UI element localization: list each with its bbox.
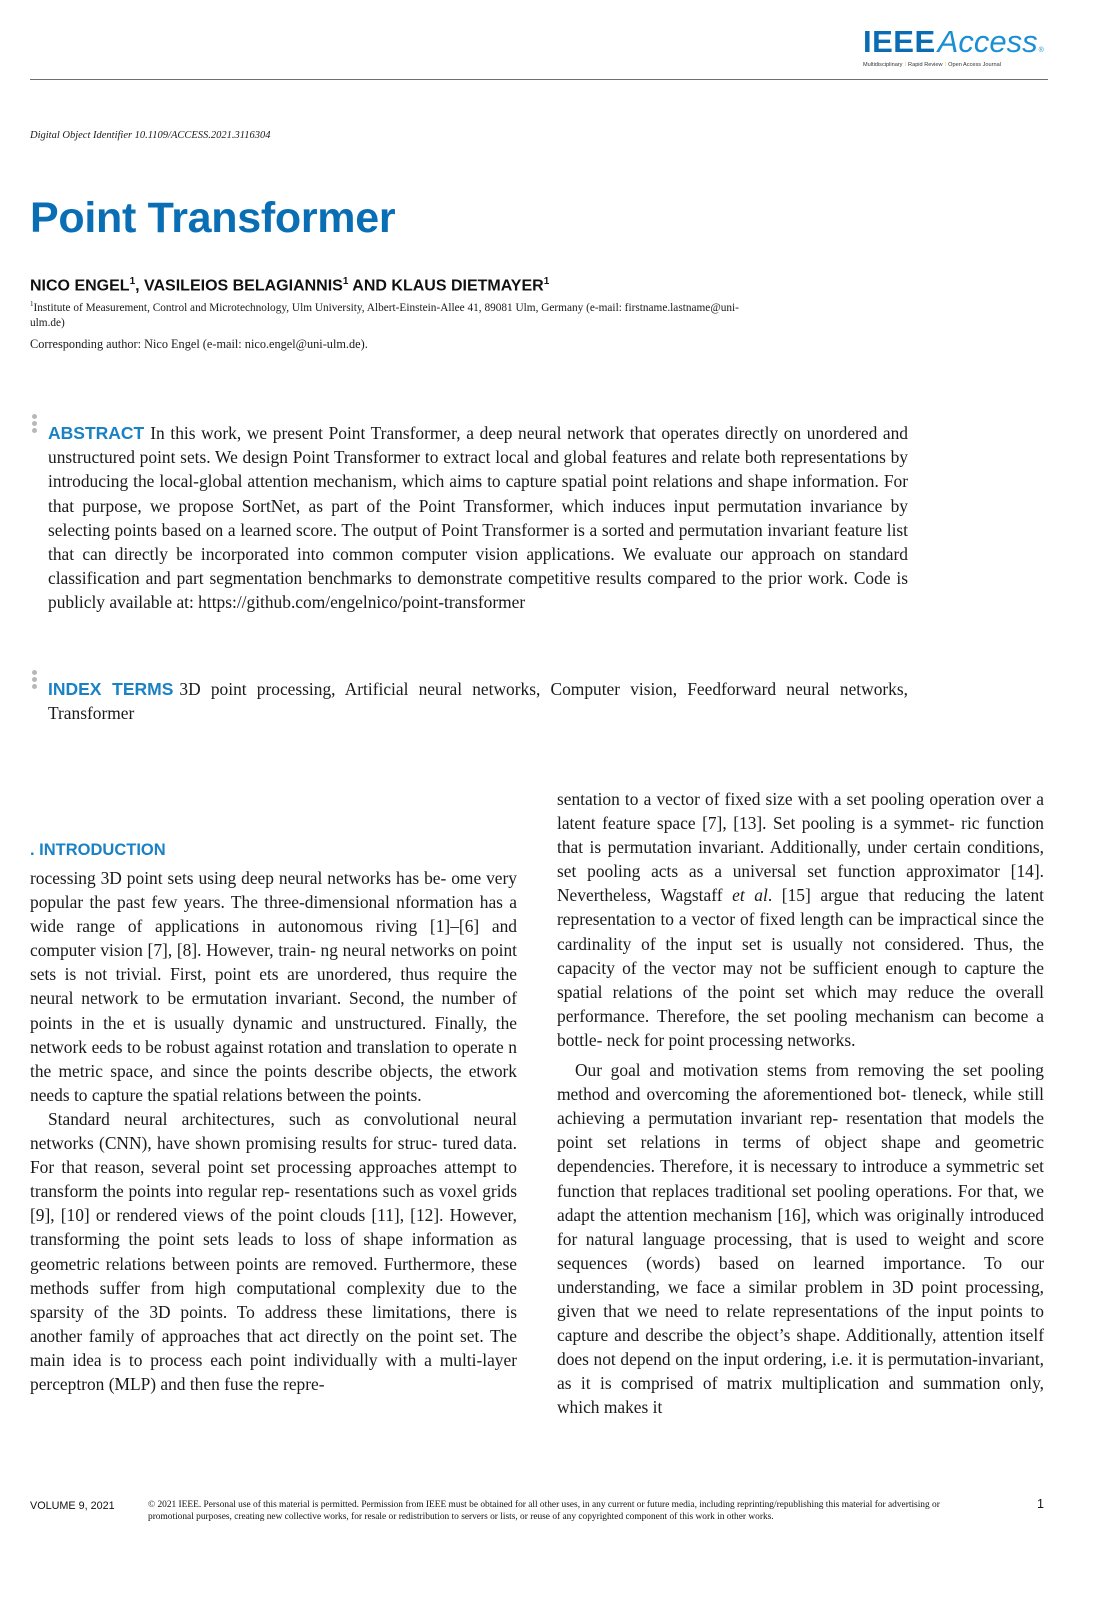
left-column bbox=[30, 866, 517, 1396]
affiliation-marker: 1 bbox=[30, 300, 34, 308]
affiliation-marker: 1 bbox=[342, 276, 349, 287]
paragraph-text: sentation to a vector of fixed size with a set pooling operation over a latent feature space [7], [13]. Set pooling is a symmet- ric function that is permutation invariant. Additionally, under certain conditions, set pooling acts as a universal set function approximator [14]. Nevertheless, Wagstaff bbox=[557, 789, 1044, 906]
paragraph-text: . [15] argue that reducing the latent representation to a vector of fixed length can be impractical since the cardinality of the input set is usually not considered. Thus, the capacity of the vector may not be sufficient enough to capture the spatial relations of the point set which may reduce the overall performance. Therefore, the set pooling mechanism can become a bottle- neck for point processing networks. bbox=[557, 885, 1044, 1050]
logo-ieee-text: IEEE bbox=[863, 24, 936, 59]
page-number: 1 bbox=[1037, 1497, 1044, 1511]
abstract bbox=[48, 421, 908, 615]
logo-tagline-separator: ⁞ bbox=[944, 62, 947, 68]
footer-copyright: © 2021 IEEE. Personal use of this material is permitted. Permission from IEEE must be obtained for all other uses, in any current or future media, including reprinting/republishing this material for advertising or promotional purposes, creating new collective works, for resale or redistribution to servers or lists, or reuse of any copyrighted component of this work in other works. bbox=[148, 1500, 940, 1522]
index-terms bbox=[48, 677, 908, 725]
index-terms-marker-dots bbox=[32, 670, 38, 691]
footer-volume: VOLUME 9, 2021 bbox=[30, 1500, 115, 1512]
author-name: NICO ENGEL bbox=[30, 277, 130, 295]
paper-title: Point Transformer bbox=[30, 194, 396, 242]
affiliation-marker: 1 bbox=[543, 276, 550, 287]
logo-tagline-separator: ⁞ bbox=[904, 62, 907, 68]
affiliation bbox=[30, 297, 750, 331]
header-divider bbox=[30, 79, 1048, 80]
logo-wordmark bbox=[863, 24, 1049, 60]
corresponding-author: Corresponding author: Nico Engel (e-mail: nico.engel@uni-ulm.de). bbox=[30, 337, 368, 351]
author-name: VASILEIOS BELAGIANNIS bbox=[144, 277, 343, 295]
index-terms-label: INDEX TERMS bbox=[48, 679, 174, 699]
logo-access-text: Access bbox=[937, 24, 1038, 59]
logo-trademark: ® bbox=[1038, 47, 1044, 54]
author-and: AND bbox=[348, 277, 392, 295]
logo-tagline-item: Multidisciplinary bbox=[863, 62, 903, 68]
paragraph: Our goal and motivation stems from removing the set pooling method and overcoming the aforementioned bot- tleneck, while still achieving a permutation invariant rep- resentation that models the point set relations in terms of object shape and geometric dependencies. Therefore, it is necessary to introduce a symmetric set function that replaces traditional set pooling operations. For that, we adapt the attention mechanism [16], which was originally introduced for natural language processing, that is used to weight and score sequences (words) based on learned importance. To our understanding, we face a similar problem in 3D point processing, given that we need to relate representations of the input points to capture and describe the object’s shape. Additionally, attention itself does not depend on the input ordering, i.e. it is permutation-invariant, as it is comprised of matrix multiplication and summation only, which makes it bbox=[557, 1060, 1044, 1418]
affiliation-marker: 1 bbox=[129, 276, 136, 287]
author-name: KLAUS DIETMAYER bbox=[391, 277, 544, 295]
paragraph: rocessing 3D point sets using deep neural networks has be- ome very popular the past few years. The three-dimensional nformation has a wide range of applications in autonomous riving [1]–[6] and computer vision [7], [8]. However, train- ng neural networks on point sets is not trivial. First, point ets are unordered, thus require the neural network to be ermutation invariant. Second, the number of points in the et is usually dynamic and unstructured. Finally, the network eeds to be robust against rotation and translation to operate n the metric space, and since the points describe objects, the etwork needs to capture the spatial relations between the points. bbox=[30, 868, 517, 1105]
abstract-marker-dots bbox=[32, 414, 38, 435]
logo-tagline bbox=[863, 62, 1049, 68]
paragraph bbox=[557, 787, 1044, 1052]
paragraph-emphasis: et al bbox=[732, 885, 768, 906]
logo-tagline-item: Rapid Review bbox=[908, 62, 943, 68]
doi-line: Digital Object Identifier 10.1109/ACCESS.2021.3116304 bbox=[30, 130, 271, 141]
paragraph: Standard neural architectures, such as convolutional neural networks (CNN), have shown promising results for struc- tured data. For that reason, several point set processing approaches attempt to transform the points into regular rep- resentations such as voxel grids [9], [10] or rendered views of the point clouds [11], [12]. However, transforming the point sets leads to loss of shape information as geometric relations between points are removed. Furthermore, these methods suffer from high computational complexity due to the sparsity of the 3D points. To address these limitations, there is another family of approaches that act directly on the point set. The main idea is to process each point individually with a multi-layer perceptron (MLP) and then fuse the repre- bbox=[30, 1108, 517, 1394]
right-column bbox=[557, 787, 1044, 1419]
ieee-access-logo bbox=[863, 24, 1049, 74]
affiliation-text: Institute of Measurement, Control and Microtechnology, Ulm University, Albert-Einstein-Allee 41, 89081 Ulm, Germany (e-mail: firstname.lastname@uni-ulm.de) bbox=[30, 301, 739, 329]
index-terms-text: 3D point processing, Artificial neural networks, Computer vision, Feedforward neural networks, Transformer bbox=[48, 679, 908, 724]
section-heading-introduction: . INTRODUCTION bbox=[30, 841, 166, 859]
author-list bbox=[30, 276, 549, 295]
logo-tagline-item: Open Access Journal bbox=[948, 62, 1001, 68]
author-separator: , bbox=[135, 277, 145, 295]
abstract-text: In this work, we present Point Transformer, a deep neural network that operates directly on unordered and unstructured point sets. We design Point Transformer to extract local and global features and relate both representations by introducing the local-global attention mechanism, which aims to capture spatial point relations and shape information. For that purpose, we propose SortNet, as part of the Point Transformer, which induces input permutation invariance by selecting points based on a learned score. The output of Point Transformer is a sorted and permutation invariant feature list that can directly be incorporated into common computer vision applications. We evaluate our approach on standard classification and part segmentation benchmarks to demonstrate competitive results compared to the prior work. Code is publicly available at: https://github.com/engelnico/point-transformer bbox=[48, 423, 908, 613]
abstract-label: ABSTRACT bbox=[48, 423, 145, 443]
